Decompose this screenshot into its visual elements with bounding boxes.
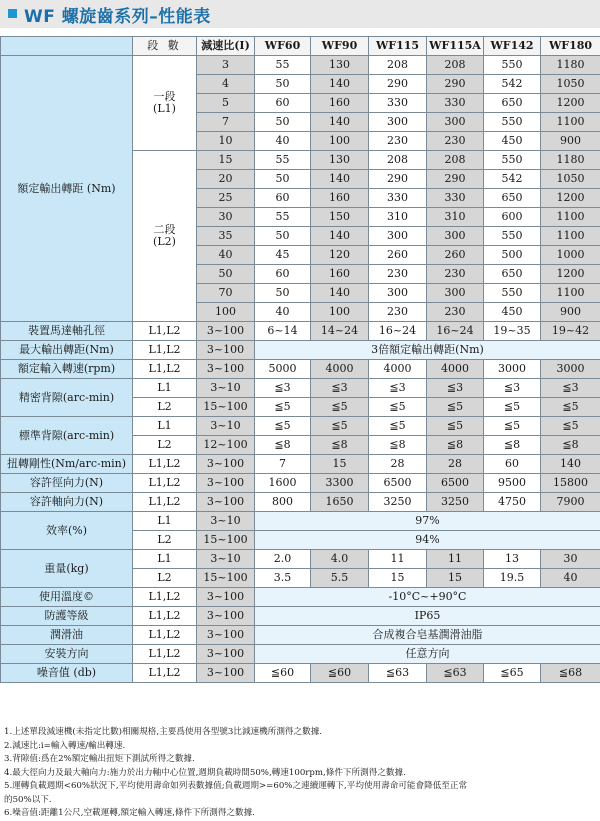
value-cell: 160	[311, 189, 369, 208]
value-cell: 600	[484, 208, 541, 227]
ratio-cell: 4	[197, 75, 255, 94]
value-cell: 230	[369, 265, 427, 284]
ratio-cell: 10	[197, 132, 255, 151]
value-cell: 7	[255, 455, 311, 474]
header-wf115: WF115	[369, 37, 427, 56]
span-value-cell: 3倍額定輸出轉距(Nm)	[255, 341, 600, 360]
stage-cell: L1,L2	[133, 664, 197, 683]
value-cell: 2.0	[255, 550, 311, 569]
stage-cell: L1	[133, 379, 197, 398]
value-cell: 550	[484, 151, 541, 170]
value-cell: 45	[255, 246, 311, 265]
value-cell: 120	[311, 246, 369, 265]
motor_hole-row	[1, 322, 600, 341]
value-cell: 50	[255, 170, 311, 189]
ratio-cell: 3~10	[197, 417, 255, 436]
value-cell: 50	[255, 75, 311, 94]
value-cell: 28	[369, 455, 427, 474]
value-cell: 40	[541, 569, 600, 588]
ratio-cell: 3~100	[197, 493, 255, 512]
standard_backlash-row	[1, 417, 600, 436]
value-cell: 3000	[484, 360, 541, 379]
value-cell: 650	[484, 265, 541, 284]
value-cell: 1200	[541, 265, 600, 284]
header-wf180: WF180	[541, 37, 600, 56]
stage-cell: L2	[133, 398, 197, 417]
value-cell: 3250	[369, 493, 427, 512]
header-row	[1, 37, 600, 56]
ratio-cell: 3~100	[197, 341, 255, 360]
value-cell: 4000	[369, 360, 427, 379]
stage-label-line1: 一段	[154, 90, 176, 103]
lubricant-row	[1, 626, 600, 645]
value-cell: 14~24	[311, 322, 369, 341]
ratio-cell: 3~100	[197, 322, 255, 341]
value-cell: ≦5	[369, 398, 427, 417]
value-cell: 9500	[484, 474, 541, 493]
value-cell: 1100	[541, 208, 600, 227]
value-cell: 6~14	[255, 322, 311, 341]
ratio-cell: 50	[197, 265, 255, 284]
value-cell: 330	[427, 189, 484, 208]
stage-cell: L1,L2	[133, 341, 197, 360]
page-title: WF 螺旋齒系列–性能表	[24, 2, 211, 27]
value-cell: 55	[255, 151, 311, 170]
corner-cell	[1, 37, 133, 56]
value-cell: 550	[484, 113, 541, 132]
value-cell: 11	[427, 550, 484, 569]
value-cell: 1050	[541, 75, 600, 94]
weight-label: 重量(kg)	[1, 550, 133, 588]
input_speed-row	[1, 360, 600, 379]
stage-cell: L2	[133, 436, 197, 455]
value-cell: ≦60	[311, 664, 369, 683]
value-cell: 140	[311, 284, 369, 303]
span-value-cell: 合成複合皂基潤滑油脂	[255, 626, 600, 645]
value-cell: 290	[427, 170, 484, 189]
torque-label: 額定輸出轉距 (Nm)	[1, 56, 133, 322]
noise-label: 噪音值 (db)	[1, 664, 133, 683]
value-cell: 300	[427, 113, 484, 132]
ratio-cell: 3~10	[197, 379, 255, 398]
value-cell: 16~24	[369, 322, 427, 341]
value-cell: 300	[427, 284, 484, 303]
value-cell: 3000	[541, 360, 600, 379]
value-cell: ≦5	[484, 398, 541, 417]
value-cell: 140	[541, 455, 600, 474]
efficiency-row	[1, 512, 600, 531]
ratio-cell: 12~100	[197, 436, 255, 455]
value-cell: 290	[369, 75, 427, 94]
value-cell: 140	[311, 75, 369, 94]
value-cell: 5000	[255, 360, 311, 379]
value-cell: 130	[311, 151, 369, 170]
stage-cell: L1	[133, 512, 197, 531]
value-cell: 230	[369, 303, 427, 322]
value-cell: 208	[369, 56, 427, 75]
value-cell: 19~42	[541, 322, 600, 341]
header-wf90: WF90	[311, 37, 369, 56]
value-cell: 140	[311, 227, 369, 246]
value-cell: 310	[369, 208, 427, 227]
header-wf142: WF142	[484, 37, 541, 56]
torsional_rigidity-label: 扭轉剛性(Nm/arc-min)	[1, 455, 133, 474]
value-cell: 3300	[311, 474, 369, 493]
ratio-cell: 3~100	[197, 360, 255, 379]
stage-cell: L1,L2	[133, 360, 197, 379]
value-cell: 330	[369, 189, 427, 208]
axial_force-label: 容許軸向力(N)	[1, 493, 133, 512]
value-cell: ≦5	[311, 398, 369, 417]
value-cell: ≦8	[311, 436, 369, 455]
stage-cell: L1,L2	[133, 626, 197, 645]
max_torque-row	[1, 341, 600, 360]
value-cell: 1200	[541, 94, 600, 113]
value-cell: 330	[427, 94, 484, 113]
temperature-label: 使用溫度©	[1, 588, 133, 607]
value-cell: 260	[427, 246, 484, 265]
header-wf115a: WF115A	[427, 37, 484, 56]
value-cell: 160	[311, 265, 369, 284]
notes	[4, 726, 596, 821]
title-square-icon	[8, 9, 17, 18]
ratio-cell: 3~100	[197, 455, 255, 474]
value-cell: 50	[255, 227, 311, 246]
protection-row	[1, 607, 600, 626]
value-cell: 11	[369, 550, 427, 569]
value-cell: 140	[311, 113, 369, 132]
value-cell: 13	[484, 550, 541, 569]
radial_force-row	[1, 474, 600, 493]
value-cell: ≦68	[541, 664, 600, 683]
value-cell: 15800	[541, 474, 600, 493]
value-cell: 290	[369, 170, 427, 189]
value-cell: ≦60	[255, 664, 311, 683]
ratio-cell: 3~100	[197, 607, 255, 626]
value-cell: ≦3	[311, 379, 369, 398]
mounting-row	[1, 645, 600, 664]
span-value-cell: 97%	[255, 512, 600, 531]
stage-cell: L1,L2	[133, 588, 197, 607]
span-value-cell: 94%	[255, 531, 600, 550]
precision_backlash-row	[1, 379, 600, 398]
noise-row	[1, 664, 600, 683]
value-cell: 7900	[541, 493, 600, 512]
weight-row	[1, 550, 600, 569]
stage-label-line2: (L2)	[153, 235, 176, 248]
value-cell: 140	[311, 170, 369, 189]
stage-cell: L1,L2	[133, 455, 197, 474]
span-value-cell: 任意方向	[255, 645, 600, 664]
stage-cell: L1	[133, 550, 197, 569]
value-cell: ≦5	[484, 417, 541, 436]
value-cell: 550	[484, 56, 541, 75]
value-cell: 6500	[427, 474, 484, 493]
value-cell: 650	[484, 189, 541, 208]
value-cell: 230	[427, 265, 484, 284]
value-cell: 15	[311, 455, 369, 474]
stage-label-line1: 二段	[154, 223, 176, 236]
efficiency-label: 效率(%)	[1, 512, 133, 550]
value-cell: 650	[484, 94, 541, 113]
ratio-cell: 70	[197, 284, 255, 303]
value-cell: 1100	[541, 284, 600, 303]
note-line: 4.最大徑向力及最大軸向力:施力於出力軸中心位置,週期負載時間50%,轉速100rpm,條件下所測得之數據.	[4, 767, 596, 781]
value-cell: 19~35	[484, 322, 541, 341]
value-cell: 55	[255, 56, 311, 75]
performance-table	[0, 36, 600, 683]
value-cell: 1600	[255, 474, 311, 493]
value-cell: 1100	[541, 227, 600, 246]
note-line: 的50%以下.	[4, 794, 596, 808]
value-cell: 1050	[541, 170, 600, 189]
value-cell: ≦63	[427, 664, 484, 683]
mounting-label: 安裝方向	[1, 645, 133, 664]
value-cell: 19.5	[484, 569, 541, 588]
value-cell: ≦65	[484, 664, 541, 683]
ratio-cell: 15	[197, 151, 255, 170]
temperature-row	[1, 588, 600, 607]
note-line: 5.運轉負載週期<60%狀況下,平均使用壽命如列表數據值;負載週期>=60%之連續運轉下,平均使用壽命可能會降低至正常	[4, 780, 596, 794]
value-cell: 450	[484, 132, 541, 151]
value-cell: ≦63	[369, 664, 427, 683]
value-cell: 800	[255, 493, 311, 512]
value-cell: 230	[369, 132, 427, 151]
ratio-cell: 3~100	[197, 588, 255, 607]
value-cell: 290	[427, 75, 484, 94]
value-cell: ≦5	[427, 398, 484, 417]
value-cell: 230	[427, 303, 484, 322]
ratio-cell: 3	[197, 56, 255, 75]
value-cell: ≦5	[427, 417, 484, 436]
standard_backlash-label: 標準背隙(arc-min)	[1, 417, 133, 455]
ratio-cell: 3~100	[197, 626, 255, 645]
lubricant-label: 潤滑油	[1, 626, 133, 645]
value-cell: 300	[369, 284, 427, 303]
note-line: 3.背隙值:爲在2%額定輸出扭矩下測試所得之數據.	[4, 753, 596, 767]
input_speed-label: 額定輸入轉速(rpm)	[1, 360, 133, 379]
value-cell: 300	[369, 227, 427, 246]
title-bar	[0, 0, 600, 28]
ratio-cell: 3~100	[197, 474, 255, 493]
value-cell: 500	[484, 246, 541, 265]
value-cell: 60	[255, 94, 311, 113]
stage-cell: L2	[133, 569, 197, 588]
ratio-cell: 40	[197, 246, 255, 265]
axial_force-row	[1, 493, 600, 512]
ratio-cell: 7	[197, 113, 255, 132]
stage-cell: L1,L2	[133, 474, 197, 493]
note-line: 2.減速比:i=輸入轉速/輸出轉速.	[4, 740, 596, 754]
value-cell: ≦5	[541, 398, 600, 417]
value-cell: 900	[541, 132, 600, 151]
ratio-cell: 3~10	[197, 512, 255, 531]
value-cell: ≦3	[255, 379, 311, 398]
value-cell: 55	[255, 208, 311, 227]
value-cell: 60	[484, 455, 541, 474]
precision_backlash-label: 精密背隙(arc-min)	[1, 379, 133, 417]
value-cell: ≦5	[255, 417, 311, 436]
value-cell: 50	[255, 113, 311, 132]
value-cell: ≦8	[484, 436, 541, 455]
ratio-cell: 15~100	[197, 398, 255, 417]
value-cell: 300	[427, 227, 484, 246]
stage-cell: L1,L2	[133, 493, 197, 512]
value-cell: 300	[369, 113, 427, 132]
value-cell: 150	[311, 208, 369, 227]
value-cell: 4000	[427, 360, 484, 379]
value-cell: 50	[255, 284, 311, 303]
value-cell: 15	[369, 569, 427, 588]
value-cell: 6500	[369, 474, 427, 493]
value-cell: ≦3	[484, 379, 541, 398]
stage2-label	[133, 151, 197, 322]
value-cell: ≦3	[541, 379, 600, 398]
value-cell: 3250	[427, 493, 484, 512]
value-cell: ≦3	[427, 379, 484, 398]
note-line: 1.上述單段減速機(未指定比數)相關規格,主要爲使用各型號3比減速機所測得之數據.	[4, 726, 596, 740]
span-value-cell: -10°C~+90°C	[255, 588, 600, 607]
value-cell: 330	[369, 94, 427, 113]
header-ratio: 減速比(I)	[197, 37, 255, 56]
stage-cell: L1,L2	[133, 322, 197, 341]
value-cell: 230	[427, 132, 484, 151]
value-cell: ≦8	[369, 436, 427, 455]
stage-cell: L1	[133, 417, 197, 436]
value-cell: 542	[484, 170, 541, 189]
value-cell: 40	[255, 132, 311, 151]
ratio-cell: 15~100	[197, 569, 255, 588]
ratio-cell: 30	[197, 208, 255, 227]
value-cell: ≦8	[427, 436, 484, 455]
value-cell: 4750	[484, 493, 541, 512]
value-cell: 208	[427, 56, 484, 75]
value-cell: ≦5	[541, 417, 600, 436]
value-cell: 1100	[541, 113, 600, 132]
value-cell: 542	[484, 75, 541, 94]
value-cell: 208	[427, 151, 484, 170]
value-cell: 4000	[311, 360, 369, 379]
radial_force-label: 容許徑向力(N)	[1, 474, 133, 493]
ratio-cell: 35	[197, 227, 255, 246]
value-cell: ≦8	[541, 436, 600, 455]
torsional_rigidity-row	[1, 455, 600, 474]
value-cell: 1650	[311, 493, 369, 512]
ratio-cell: 100	[197, 303, 255, 322]
stage-cell: L2	[133, 531, 197, 550]
value-cell: 550	[484, 284, 541, 303]
value-cell: 450	[484, 303, 541, 322]
value-cell: 1180	[541, 56, 600, 75]
value-cell: ≦5	[369, 417, 427, 436]
value-cell: ≦5	[311, 417, 369, 436]
value-cell: 4.0	[311, 550, 369, 569]
value-cell: 15	[427, 569, 484, 588]
value-cell: 260	[369, 246, 427, 265]
value-cell: 1180	[541, 151, 600, 170]
ratio-cell: 3~100	[197, 645, 255, 664]
ratio-cell: 3~10	[197, 550, 255, 569]
value-cell: 550	[484, 227, 541, 246]
max_torque-label: 最大輸出轉距(Nm)	[1, 341, 133, 360]
stage-cell: L1,L2	[133, 645, 197, 664]
header-stage: 段 數	[133, 37, 197, 56]
span-value-cell: IP65	[255, 607, 600, 626]
protection-label: 防護等級	[1, 607, 133, 626]
value-cell: 208	[369, 151, 427, 170]
value-cell: 900	[541, 303, 600, 322]
stage-cell: L1,L2	[133, 607, 197, 626]
note-line: 6.噪音值:距離1公尺,空載運轉,額定輸入轉速,條件下所測得之數據.	[4, 807, 596, 821]
value-cell: 1200	[541, 189, 600, 208]
value-cell: 100	[311, 132, 369, 151]
value-cell: 310	[427, 208, 484, 227]
torque-row	[1, 56, 600, 75]
value-cell: 40	[255, 303, 311, 322]
value-cell: 100	[311, 303, 369, 322]
value-cell: ≦3	[369, 379, 427, 398]
motor_hole-label: 裝置馬達軸孔徑	[1, 322, 133, 341]
value-cell: 16~24	[427, 322, 484, 341]
header-wf60: WF60	[255, 37, 311, 56]
value-cell: 160	[311, 94, 369, 113]
value-cell: ≦5	[255, 398, 311, 417]
ratio-cell: 20	[197, 170, 255, 189]
value-cell: 30	[541, 550, 600, 569]
value-cell: 28	[427, 455, 484, 474]
value-cell: 5.5	[311, 569, 369, 588]
ratio-cell: 3~100	[197, 664, 255, 683]
value-cell: 60	[255, 265, 311, 284]
value-cell: 3.5	[255, 569, 311, 588]
value-cell: 1000	[541, 246, 600, 265]
value-cell: 60	[255, 189, 311, 208]
ratio-cell: 5	[197, 94, 255, 113]
stage1-label	[133, 56, 197, 151]
ratio-cell: 15~100	[197, 531, 255, 550]
value-cell: 130	[311, 56, 369, 75]
stage-label-line2: (L1)	[153, 102, 176, 115]
ratio-cell: 25	[197, 189, 255, 208]
value-cell: ≦8	[255, 436, 311, 455]
